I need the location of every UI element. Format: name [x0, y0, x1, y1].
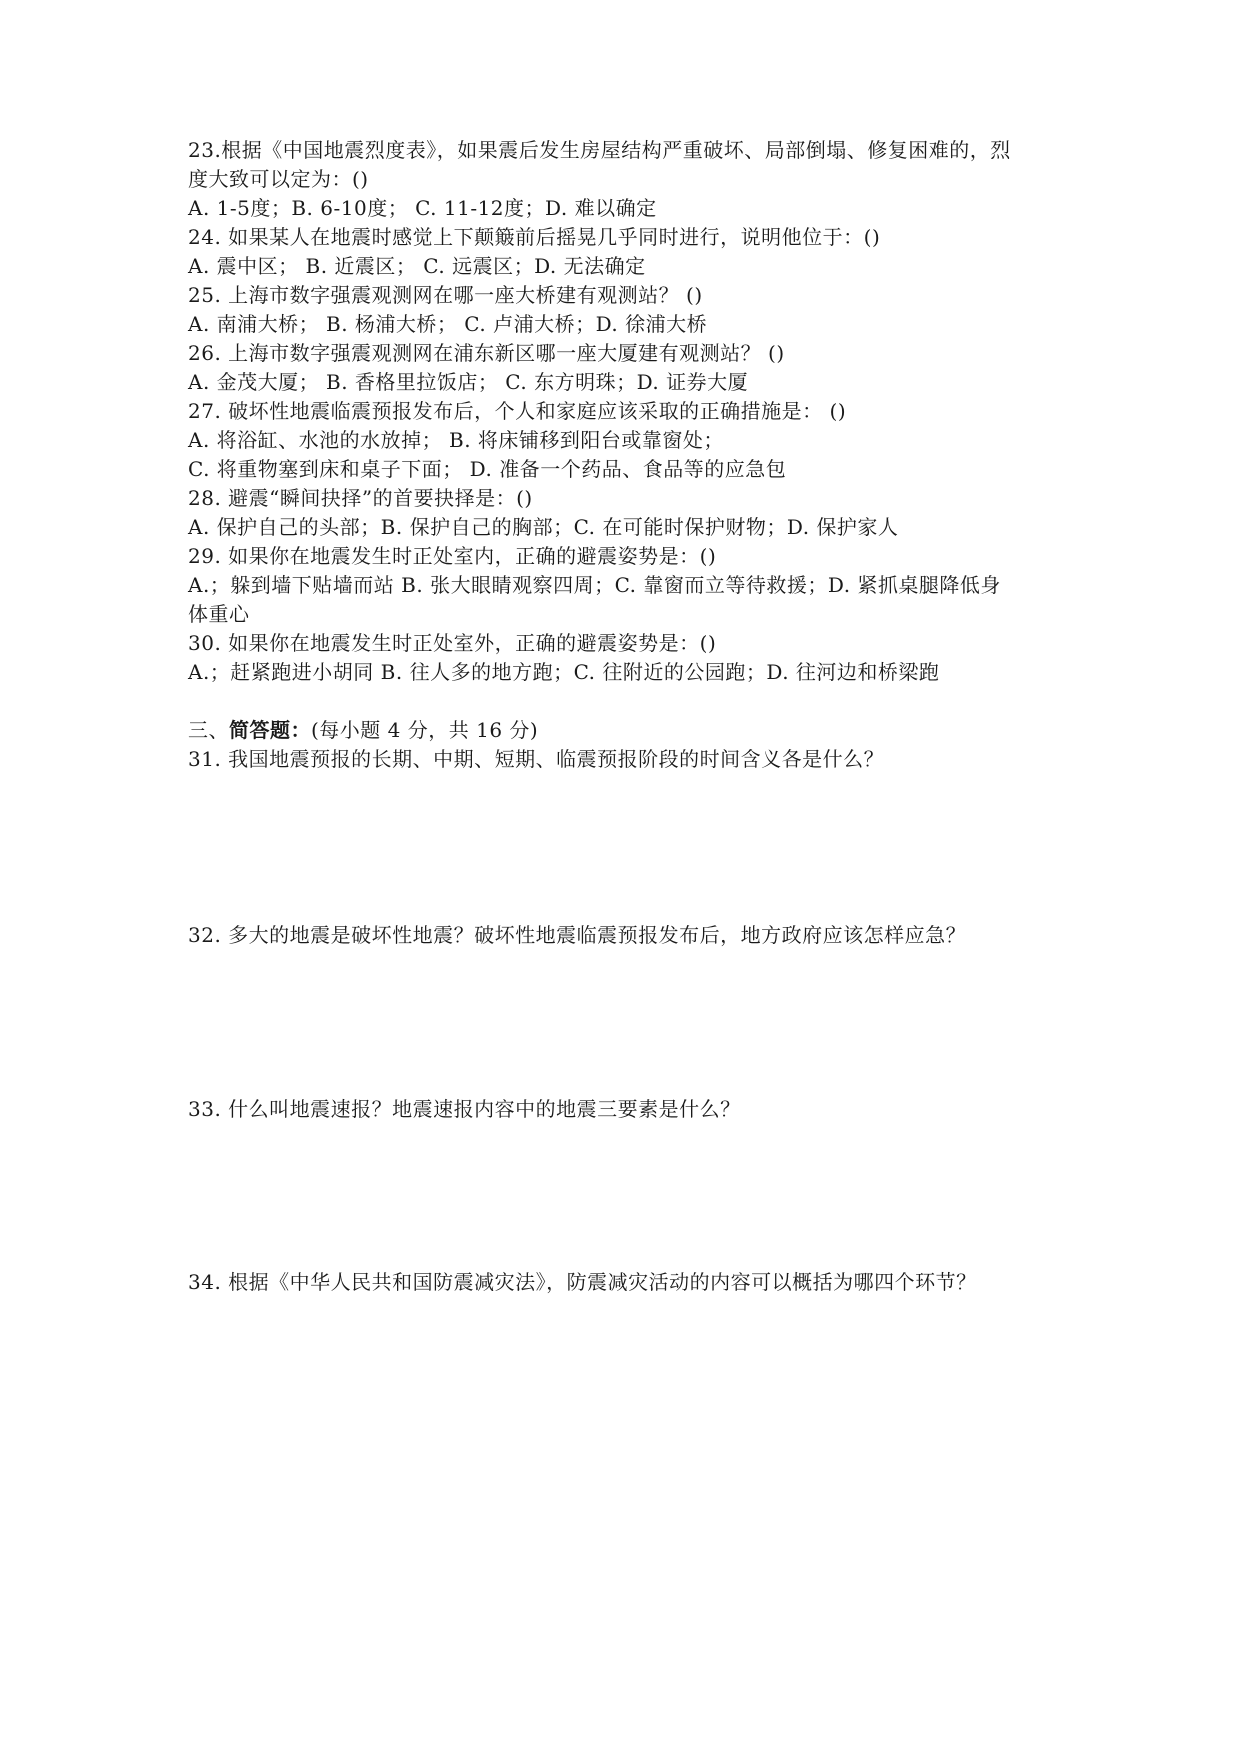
question-34: 34. 根据《中华人民共和国防震减灾法》，防震减灾活动的内容可以概括为哪四个环节？: [188, 1270, 977, 1294]
question-24-stem: 24. 如果某人在地震时感觉上下颠簸前后摇晃几乎同时进行，说明他位于：(): [188, 225, 881, 249]
question-29-stem: 29. 如果你在地震发生时正处室内，正确的避震姿势是：(): [188, 544, 717, 568]
section-three-prefix: 三、: [188, 718, 229, 742]
question-24-options: A. 震中区； B. 近震区； C. 远震区；D. 无法确定: [188, 254, 646, 278]
question-32: 32. 多大的地震是破坏性地震？破坏性地震临震预报发布后，地方政府应该怎样应急？: [188, 923, 967, 947]
question-29-options-line-1: A.；躲到墙下贴墙而站 B. 张大眼睛观察四周；C. 靠窗而立等待救援；D. 紧抓桌腿降低身: [188, 573, 1001, 597]
question-26-stem: 26. 上海市数字强震观测网在浦东新区哪一座大厦建有观测站？ (): [188, 341, 785, 365]
question-33: 33. 什么叫地震速报？地震速报内容中的地震三要素是什么？: [188, 1097, 741, 1121]
question-27-options-line-2: C. 将重物塞到床和桌子下面； D. 准备一个药品、食品等的应急包: [188, 457, 787, 481]
question-25-stem: 25. 上海市数字强震观测网在哪一座大桥建有观测站？ (): [188, 283, 703, 307]
question-30-options: A.；赶紧跑进小胡同 B. 往人多的地方跑；C. 往附近的公园跑；D. 往河边和桥梁跑: [188, 660, 940, 684]
question-28-options: A. 保护自己的头部；B. 保护自己的胸部；C. 在可能时保护财物；D. 保护家人: [188, 515, 899, 539]
question-29-options-line-2: 体重心: [188, 602, 250, 626]
question-28-stem: 28. 避震“瞬间抉择”的首要抉择是：(): [188, 486, 533, 510]
question-30-stem: 30. 如果你在地震发生时正处室外，正确的避震姿势是：(): [188, 631, 717, 655]
question-23-stem-line-1: 23.根据《中国地震烈度表》，如果震后发生房屋结构严重破坏、局部倒塌、修复困难的，烈: [188, 138, 1011, 162]
section-three-title: 简答题：: [229, 718, 311, 742]
question-26-options: A. 金茂大厦； B. 香格里拉饭店； C. 东方明珠；D. 证券大厦: [188, 370, 749, 394]
question-23-options: A. 1-5度；B. 6-10度； C. 11-12度；D. 难以确定: [188, 196, 657, 220]
section-three-heading: [188, 716, 538, 744]
question-27-options-line-1: A. 将浴缸、水池的水放掉； B. 将床铺移到阳台或靠窗处；: [188, 428, 724, 452]
question-25-options: A. 南浦大桥； B. 杨浦大桥； C. 卢浦大桥；D. 徐浦大桥: [188, 312, 708, 336]
question-27-stem: 27. 破坏性地震临震预报发布后，个人和家庭应该采取的正确措施是： (): [188, 399, 847, 423]
question-23-stem-line-2: 度大致可以定为：(): [188, 167, 369, 191]
question-31: 31. 我国地震预报的长期、中期、短期、临震预报阶段的时间含义各是什么？: [188, 747, 885, 771]
section-three-note: (每小题 4 分，共 16 分): [311, 718, 539, 742]
